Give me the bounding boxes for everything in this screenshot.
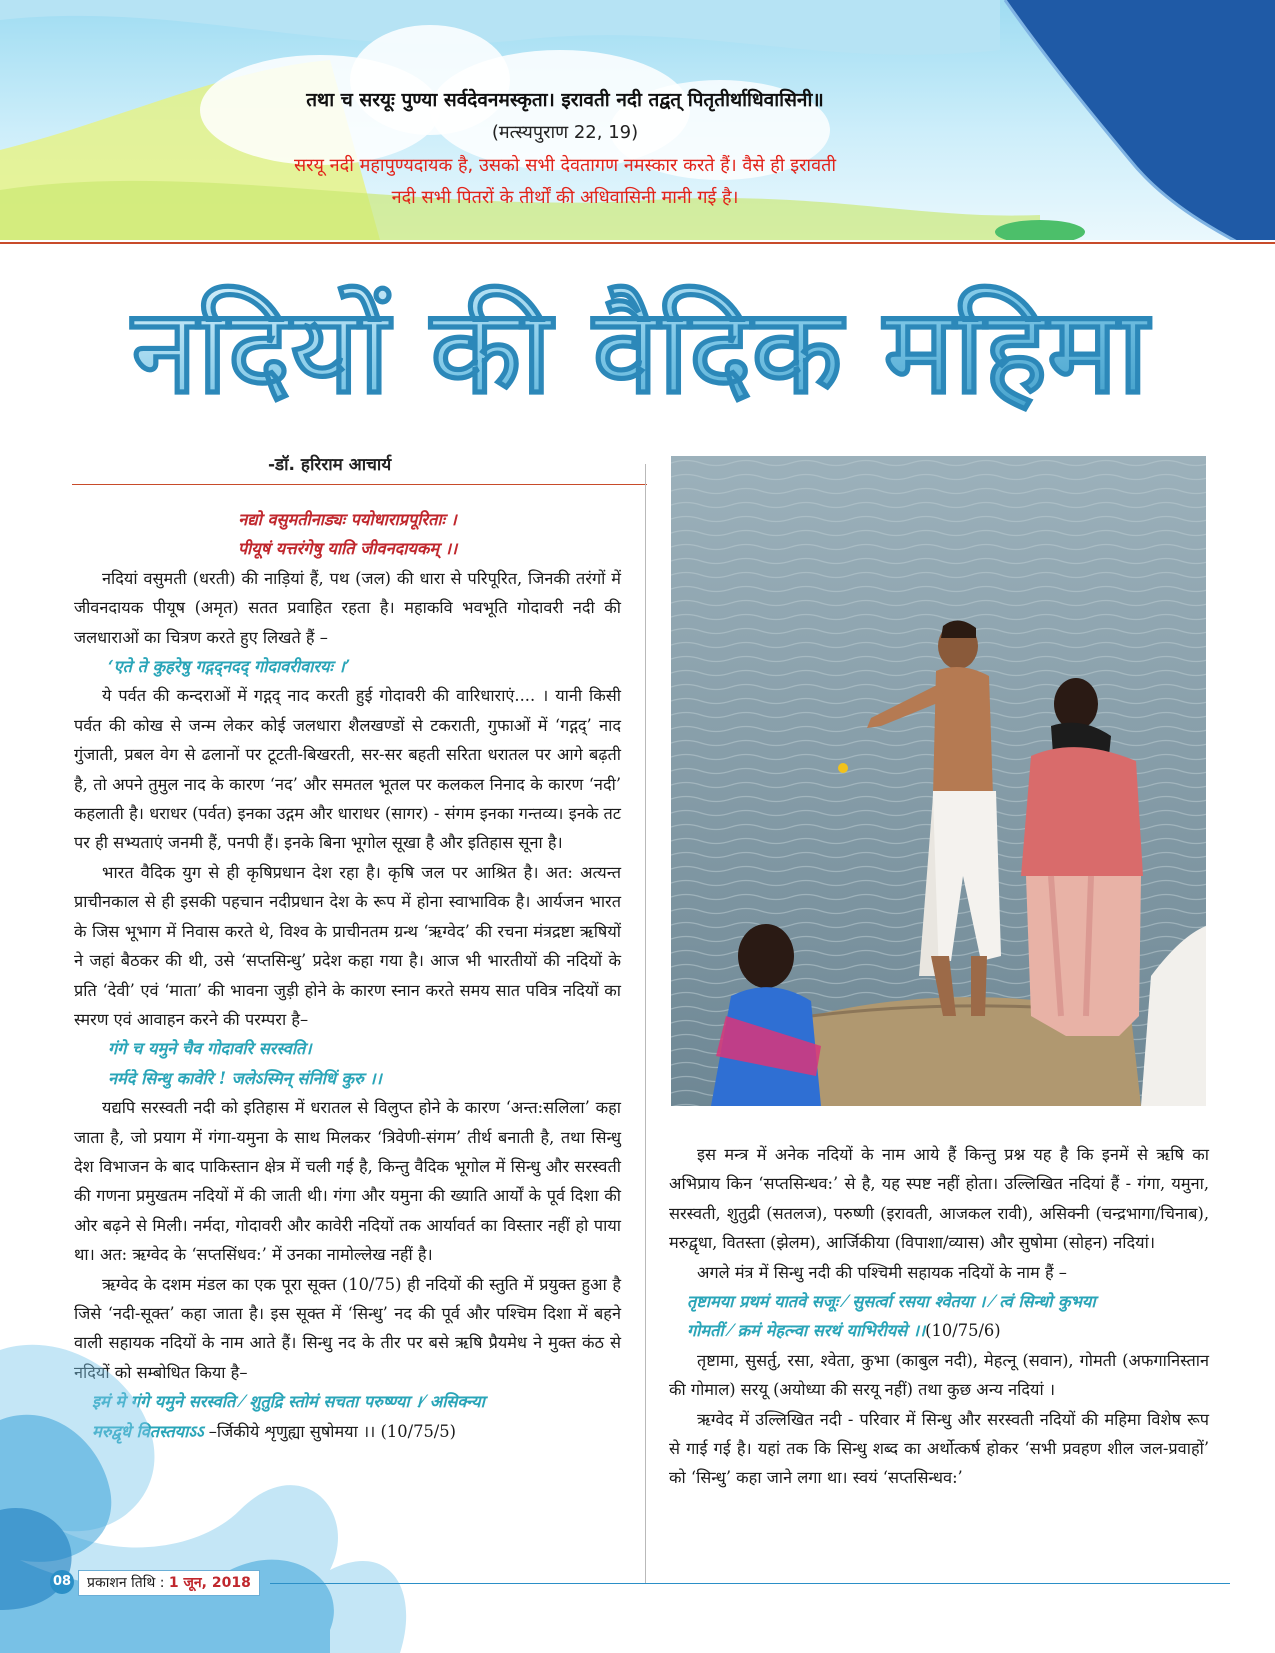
right-paragraph-4: ऋग्वेद में उल्लिखित नदी - परिवार में सिन्धु और सरस्वती नदियों की महिमा विशेष रूप से गाई गई है। यहां तक कि सिन्धु शब्द का अर्थोत्कर्ष होकर ‘सभी प्रवहण शील जल-प्रवाहों’ को ‘सिन्धु’ कहा जाने लगा था। स्वयं ‘सप्तसिन्धव:’ bbox=[669, 1409, 1209, 1488]
right-verse-line-1: तृष्टामया प्रथमं यातवे सजूः ⁄ सुसर्त्वा रसया श्वेतया । ⁄ त्वं सिन्धो कुभया bbox=[687, 1292, 1096, 1312]
right-paragraph-2: अगले मंत्र में सिन्धु नदी की पश्चिमी सहायक नदियों के नाम हैं – bbox=[697, 1262, 1067, 1282]
right-paragraph-1: इस मन्त्र में अनेक नदियों के नाम आये हैं किन्तु प्रश्न यह है कि इनमें से ऋषि का अभिप्राय किन ‘सप्तसिन्धव:’ से है, यह स्पष्ट नहीं होता। उल्लिखित नदियां हैं - गंगा, यमुना, सरस्वती, शुतुद्री (सतलज), परुष्णी (इरावती, आजकल रावी), असिक्नी (चन्द्रभागा/चिनाब), मरुद्वृधा, वितस्ता (झेलम), आर्जिकीया (विपाशा/व्यास) और सुषोमा (सोहन) नदियां। bbox=[669, 1145, 1209, 1253]
publication-date: 1 जून, 2018 bbox=[168, 1575, 251, 1591]
page-number: 08 bbox=[50, 1570, 74, 1594]
verse-2 bbox=[74, 1034, 621, 1093]
water-wave-decoration-icon bbox=[0, 1310, 420, 1653]
header-divider bbox=[0, 242, 1275, 244]
publication-date-box bbox=[78, 1570, 260, 1596]
article-title-text: नदियों की वैदिक महिमा bbox=[131, 282, 1149, 420]
quote-1: ‘एते ते कुहरेषु गद्गद्नदद् गोदावरीवारयः ।’ bbox=[108, 657, 351, 677]
right-verse-line-2: गोमतीं ⁄ क्रमं मेहत्न्वा सरथं याभिरीयसे ।। bbox=[687, 1321, 926, 1341]
paragraph-3: भारत वैदिक युग से ही कृषिप्रधान देश रहा है। कृषि जल पर आश्रित है। अत: अत्यन्त प्राचीनकाल से ही इसकी पहचान नदीप्रधान देश के रूप में होना स्वाभाविक है। आर्यजन भारत के जिस भूभाग में निवास करते थे, विश्व के प्राचीनतम ग्रन्थ ‘ऋग्वेद’ की रचना मंत्रद्रष्टा ऋषियों ने जहां बैठकर की थी, उसे ‘सप्तसिन्धु’ प्रदेश कहा गया है। आज भी भारतीयों की नदियों के प्रति ‘देवी’ एवं ‘माता’ की भावना जुड़ी होने के कारण स्नान करते समय सात पवित्र नदियों का स्मरण एवं आवाहन करने की परम्परा है– bbox=[74, 862, 621, 1029]
verse-3-tail: –र्जिकीये शृणुह्या सुषोमया ।। (10/75/5) bbox=[203, 1421, 456, 1441]
verse-1-line-1: नद्यो वसुमतीनाड्यः पयोधाराप्रपूरिताः । bbox=[238, 510, 457, 529]
paragraph-4: यद्यपि सरस्वती नदी को इतिहास में धरातल से विलुप्त होने के कारण ‘अन्त:सलिला’ कहा जाता है, जो प्रयाग में गंगा-यमुना के साथ मिलकर ‘त्रिवेणी-संगम’ तीर्थ बनाती है, तथा सिन्धु देश विभाजन के बाद पाकिस्तान क्षेत्र में चली गई है, किन्तु वैदिक भूगोल में सिन्धु और सरस्वती की गणना प्रमुखतम नदियों में की जाती थी। गंगा और यमुना की ख्याति आर्यों के पूर्व दिशा की ओर बढ़ने से मिली। नर्मदा, गोदावरी और कावेरी नदियों तक आर्यावर्त का विस्तार नहीं हो पाया था। अत: ऋग्वेद के ‘सप्तसिंधव:’ में उनका नामोल्लेख नहीं है। bbox=[74, 1098, 621, 1265]
page-curl-corner-icon bbox=[1005, 0, 1275, 240]
paragraph-2: ये पर्वत की कन्दराओं में गद्गद् नाद करती हुई गोदावरी की वारिधाराएं.... । यानी किसी पर्वत की कोख से जन्म लेकर कोई जलधारा शैलखण्डों से टकराती, गुफाओं में ‘गद्गद्’ नाद गुंजाती, प्रबल वेग से ढलानों पर टूटती-बिखरती, सर-सर बहती सरिता धरातल पर आगे बढ़ती है, तो अपने तुमुल नाद के कारण ‘नद’ और समतल भूतल पर कलकल निनाद के कारण ‘नदी’ कहलाती है। धराधर (पर्वत) इनका उद्गम और धाराधर (सागर) - संगम इनका गन्तव्य। इनके तट पर ही सभ्यताएं जनमी हैं, पनपी हैं। इनके बिना भूगोल सूखा है और इतिहास सूना है। bbox=[74, 686, 621, 853]
verse-2-line-1: गंगे च यमुने चैव गोदावरि सरस्वति। bbox=[108, 1039, 312, 1059]
header-banner bbox=[0, 0, 1275, 240]
verse-3-line-2: मरुद्वृधे वितस्तयाऽऽ bbox=[92, 1421, 204, 1441]
article-title bbox=[60, 270, 1220, 440]
publication-date-label: प्रकाशन तिथि : bbox=[87, 1575, 165, 1591]
right-paragraph-3: तृष्टामा, सुसर्तु, रसा, श्वेता, कुभा (काबुल नदी), मेहत्नू (सवान), गोमती (अफगानिस्तान की गोमाल) सरयू (अयोध्या की सरयू नहीं) तथा कुछ अन्य नदियां । bbox=[669, 1350, 1209, 1400]
author-rule bbox=[72, 484, 647, 485]
right-verse-ref: (10/75/6) bbox=[925, 1321, 1001, 1341]
paragraph-5: ऋग्वेद के दशम मंडल का एक पूरा सूक्त (10/75) ही नदियों की स्तुति में प्रयुक्त हुआ है जिसे ‘नदी-सूक्त’ कहा जाता है। इस सूक्त में ‘सिन्धु’ नद की पूर्व और पश्चिम दिशा में बहने वाली सहायक नदियों के नाम आते हैं। सिन्धु नद के तीर पर बसे ऋषि प्रैयमेध ने मुक्त कंठ से नदियों को सम्बोधित किया है– bbox=[74, 1274, 621, 1382]
verse-1 bbox=[74, 505, 621, 564]
right-column bbox=[669, 1140, 1209, 1493]
verse-3-line-1: इमं मे गंगे यमुने सरस्वति ⁄ शुतुद्रि स्तोमं सचता परुष्ण्या ।⁄ असिक्न्या bbox=[92, 1392, 485, 1412]
footer-rule bbox=[270, 1583, 1230, 1584]
paragraph-1: नदियां वसुमती (धरती) की नाड़ियां हैं, पथ (जल) की धारा से परिपूरित, जिनकी तरंगों में जीवनदायक पीयूष (अमृत) सतत प्रवाहित रहता है। महाकवि भवभूति गोदावरी नदी की जलधाराओं का चित्रण करते हुए लिखते हैं – bbox=[74, 568, 621, 647]
verse-2-line-2: नर्मदे सिन्धु कावेरि ! जलेऽस्मिन् संनिधिं कुरु ।। bbox=[108, 1068, 382, 1088]
header-source: (मत्स्यपुराण 22, 19) bbox=[491, 122, 639, 143]
river-bathing-photo bbox=[671, 456, 1206, 1106]
header-verse-block bbox=[150, 86, 980, 214]
translation-line-1: सरयू नदी महापुण्यदायक है, उसको सभी देवतागण नमस्कार करते हैं। वैसे ही इरावती bbox=[293, 155, 837, 176]
header-translation bbox=[150, 150, 980, 214]
column-divider bbox=[645, 464, 646, 1584]
translation-line-2: नदी सभी पितरों के तीर्थों की अधिवासिनी मानी गई है। bbox=[391, 187, 739, 208]
right-verse bbox=[669, 1287, 1209, 1346]
author-byline: -डॉ. हरिराम आचार्य bbox=[268, 455, 392, 475]
verse-1-line-2: पीयूषं यत्तरंगेषु याति जीवनदायकम् ।। bbox=[237, 539, 458, 559]
left-column bbox=[74, 505, 621, 1446]
header-sloka: तथा च सरयूः पुण्या सर्वदेवनमस्कृता। इरावती नदी तद्वत् पितृतीर्थाधिवासिनी॥ bbox=[306, 89, 824, 111]
